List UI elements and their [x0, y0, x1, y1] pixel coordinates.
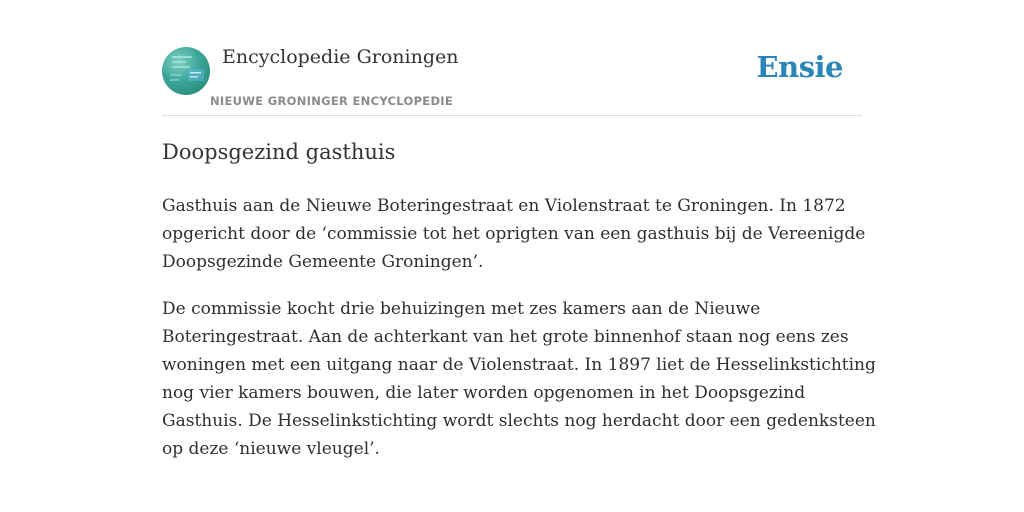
ensie-brand-link[interactable]: Ensie	[756, 50, 843, 84]
paragraph-line: op deze ‘nieuwe vleugel’.	[162, 439, 380, 459]
article-paragraph	[162, 295, 876, 463]
paragraph-line: De commissie kocht drie behuizingen met zes kamers aan de Nieuwe	[162, 299, 761, 319]
paragraph-line: Doopsgezinde Gemeente Groningen’.	[162, 252, 484, 272]
page	[162, 0, 876, 512]
site-title-link[interactable]: Encyclopedie Groningen	[222, 46, 459, 68]
paragraph-line: woningen met een uitgang naar de Violenstraat. In 1897 liet de Hesselinkstichting	[162, 355, 876, 375]
paragraph-line: opgericht door de ‘commissie tot het oprigten van een gasthuis bij de Vereenigde	[162, 224, 866, 244]
paragraph-line: Boteringestraat. Aan de achterkant van het grote binnenhof staan nog eens zes	[162, 327, 849, 347]
encyclopedia-logo-icon[interactable]	[162, 47, 210, 95]
paragraph-line: Gasthuis aan de Nieuwe Boteringestraat en Violenstraat te Groningen. In 1872	[162, 196, 846, 216]
article-title: Doopsgezind gasthuis	[162, 140, 396, 164]
site-header	[162, 0, 862, 116]
article-body	[162, 192, 876, 482]
paragraph-line: nog vier kamers bouwen, die later worden opgenomen in het Doopsgezind	[162, 383, 806, 403]
article-paragraph	[162, 192, 866, 276]
paragraph-line: Gasthuis. De Hesselinkstichting wordt slechts nog herdacht door een gedenksteen	[162, 411, 876, 431]
site-subtitle: NIEUWE GRONINGER ENCYCLOPEDIE	[210, 94, 454, 108]
